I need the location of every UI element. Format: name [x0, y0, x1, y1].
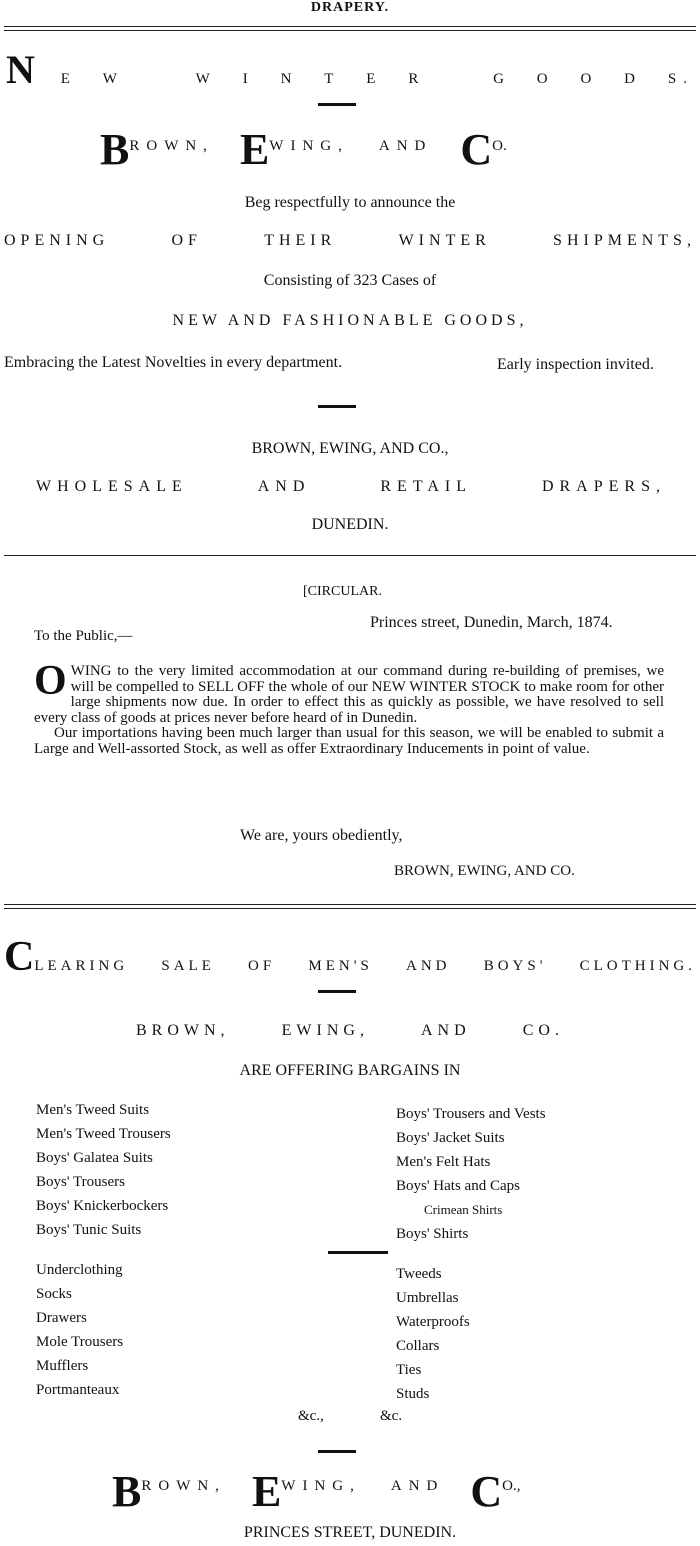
list-item: Boys' Knickerbockers — [36, 1198, 169, 1214]
drop-capital: O — [34, 658, 67, 704]
wholesale-word: RETAIL — [380, 478, 472, 495]
headline-letter: W — [195, 71, 217, 87]
list-item: Mufflers — [36, 1358, 89, 1374]
list-item: Boys' Hats and Caps — [396, 1178, 520, 1194]
list-item: Boys' Trousers — [36, 1174, 125, 1190]
opening-word: SHIPMENTS, — [553, 232, 696, 249]
firm-initial: B — [112, 1467, 142, 1516]
section-rule — [4, 555, 696, 556]
ornament-rule — [318, 405, 356, 408]
headline-word: MEN'S — [308, 958, 373, 974]
firm-word: WING, — [269, 138, 349, 154]
list-item: Tweeds — [396, 1266, 442, 1282]
circular-body — [34, 658, 664, 757]
headline-letter: E — [366, 71, 383, 87]
header-rule — [4, 26, 696, 31]
bargains-subhead: ARE OFFERING BARGAINS IN — [239, 1062, 461, 1079]
opening-word: OF — [171, 232, 202, 249]
list2-left — [36, 1258, 123, 1402]
headline-letter: N — [6, 47, 35, 92]
headline-word: BOYS' — [483, 958, 547, 974]
opening-word: WINTER — [398, 232, 491, 249]
headline-letter: D — [624, 71, 643, 87]
salutation: To the Public,— — [34, 628, 133, 644]
firm-initial: B — [100, 125, 130, 174]
headline-letter: S. — [667, 71, 694, 87]
firm-word: BROWN, — [136, 1022, 230, 1039]
firm-word: AND — [421, 1022, 471, 1039]
list1-right — [396, 1102, 546, 1246]
circular-paragraph-1: WING to the very limited accommodation at our command during re-building of premises, we will be compelled to SELL OFF the whole of our NEW WINTER STOCK to make room for other large shipments now due. In order to effect this as quickly as possible, we have resolved to sell every class of goods at prices never before heard of in Dunedin. — [34, 663, 664, 726]
etc-text: &c. — [380, 1408, 403, 1424]
headline-letter: T — [324, 71, 341, 87]
dateline: Princes street, Dunedin, March, 1874. — [370, 614, 613, 631]
firm-word: EWING, — [281, 1022, 369, 1039]
goods-line: NEW AND FASHIONABLE GOODS, — [172, 312, 528, 329]
firm-initial: C — [460, 125, 493, 174]
list-item: Crimean Shirts — [424, 1202, 503, 1217]
section-rule — [4, 904, 696, 909]
headline-word: LEARING — [34, 958, 129, 974]
list-item: Men's Tweed Suits — [36, 1102, 150, 1118]
clearing-headline — [4, 934, 696, 980]
list-item: Boys' Jacket Suits — [396, 1130, 505, 1146]
wholesale-word: AND — [257, 478, 311, 495]
headline-letter: N — [280, 71, 299, 87]
ornament-rule — [328, 1251, 388, 1254]
list-item: Waterproofs — [396, 1314, 470, 1330]
headline-word: SALE — [161, 958, 215, 974]
headline-letter: O — [536, 71, 555, 87]
headline-letter: O — [580, 71, 599, 87]
firm-initial: C — [470, 1467, 503, 1516]
list-item: Underclothing — [36, 1262, 123, 1278]
list-item: Ties — [396, 1362, 422, 1378]
ornament-rule — [318, 990, 356, 993]
drop-capital: C — [4, 934, 35, 980]
list-item: Collars — [396, 1338, 440, 1354]
inspection-line: Early inspection invited. — [497, 356, 654, 373]
headline-letter: E — [60, 71, 77, 87]
firm-word: ROWN, — [129, 138, 214, 154]
etc-text: &c., — [298, 1408, 324, 1424]
closing-line: We are, yours obediently, — [240, 827, 403, 844]
ad3-firm-name — [136, 1022, 564, 1040]
ad1-firm-name — [100, 125, 620, 174]
circular-signature: BROWN, EWING, AND CO. — [394, 863, 575, 879]
address-line: PRINCES STREET, DUNEDIN. — [243, 1524, 457, 1541]
ad3-firm-footer — [112, 1467, 612, 1516]
firm-word: WING, — [281, 1478, 361, 1494]
firm-word: O., — [502, 1478, 521, 1494]
list2-right — [396, 1262, 470, 1406]
section-header: DRAPERY. — [310, 0, 390, 15]
wholesale-word: WHOLESALE — [36, 478, 188, 495]
circular-paragraph-2: Our importations having been much larger than usual for this season, we will be enabled to submit a Large and Well-assorted Stock, as well as offer Extraordinary Inducements in point of value. — [34, 725, 664, 757]
consisting-line: Consisting of 323 Cases of — [263, 272, 437, 289]
circular-label: [CIRCULAR. — [303, 584, 382, 599]
list1-left — [36, 1098, 171, 1242]
list-item: Mole Trousers — [36, 1334, 124, 1350]
list-item: Portmanteaux — [36, 1382, 120, 1398]
list-item: Socks — [36, 1286, 72, 1302]
opening-word: THEIR — [264, 232, 337, 249]
list-item: Boys' Galatea Suits — [36, 1150, 153, 1166]
dunedin-line: DUNEDIN. — [311, 516, 389, 533]
headline-letter: G — [493, 71, 511, 87]
firm-initial: E — [239, 125, 270, 174]
list-item: Studs — [396, 1386, 430, 1402]
ornament-rule — [318, 103, 356, 106]
list-item: Boys' Trousers and Vests — [396, 1106, 546, 1122]
list-item: Boys' Shirts — [396, 1226, 469, 1242]
firm-word: O. — [492, 138, 507, 154]
embracing-line: Embracing the Latest Novelties in every department. — [4, 354, 343, 371]
headline-letter: I — [242, 71, 255, 87]
firm-word: AND — [390, 1478, 445, 1494]
list-item: Boys' Tunic Suits — [36, 1222, 142, 1238]
list-item: Men's Felt Hats — [396, 1154, 491, 1170]
headline-word: OF — [248, 958, 276, 974]
headline-letter: W — [102, 71, 124, 87]
list-item: Men's Tweed Trousers — [36, 1126, 171, 1142]
ad1-headline — [6, 46, 694, 93]
list-item: Drawers — [36, 1310, 87, 1326]
firm-word: ROWN, — [141, 1478, 226, 1494]
opening-word: OPENING — [4, 232, 110, 249]
firm-word: CO. — [522, 1022, 564, 1039]
ornament-rule — [318, 1450, 356, 1453]
headline-letter: R — [408, 71, 426, 87]
signature-firm: BROWN, EWING, AND CO., — [251, 440, 449, 457]
announce-line: Beg respectfully to announce the — [244, 194, 456, 211]
headline-word: CLOTHING. — [579, 958, 696, 974]
wholesale-line — [36, 478, 666, 496]
firm-initial: E — [251, 1467, 282, 1516]
opening-line — [4, 232, 696, 250]
list-item: Umbrellas — [396, 1290, 459, 1306]
firm-word: AND — [378, 138, 433, 154]
headline-word: AND — [406, 958, 451, 974]
wholesale-word: DRAPERS, — [541, 478, 666, 495]
